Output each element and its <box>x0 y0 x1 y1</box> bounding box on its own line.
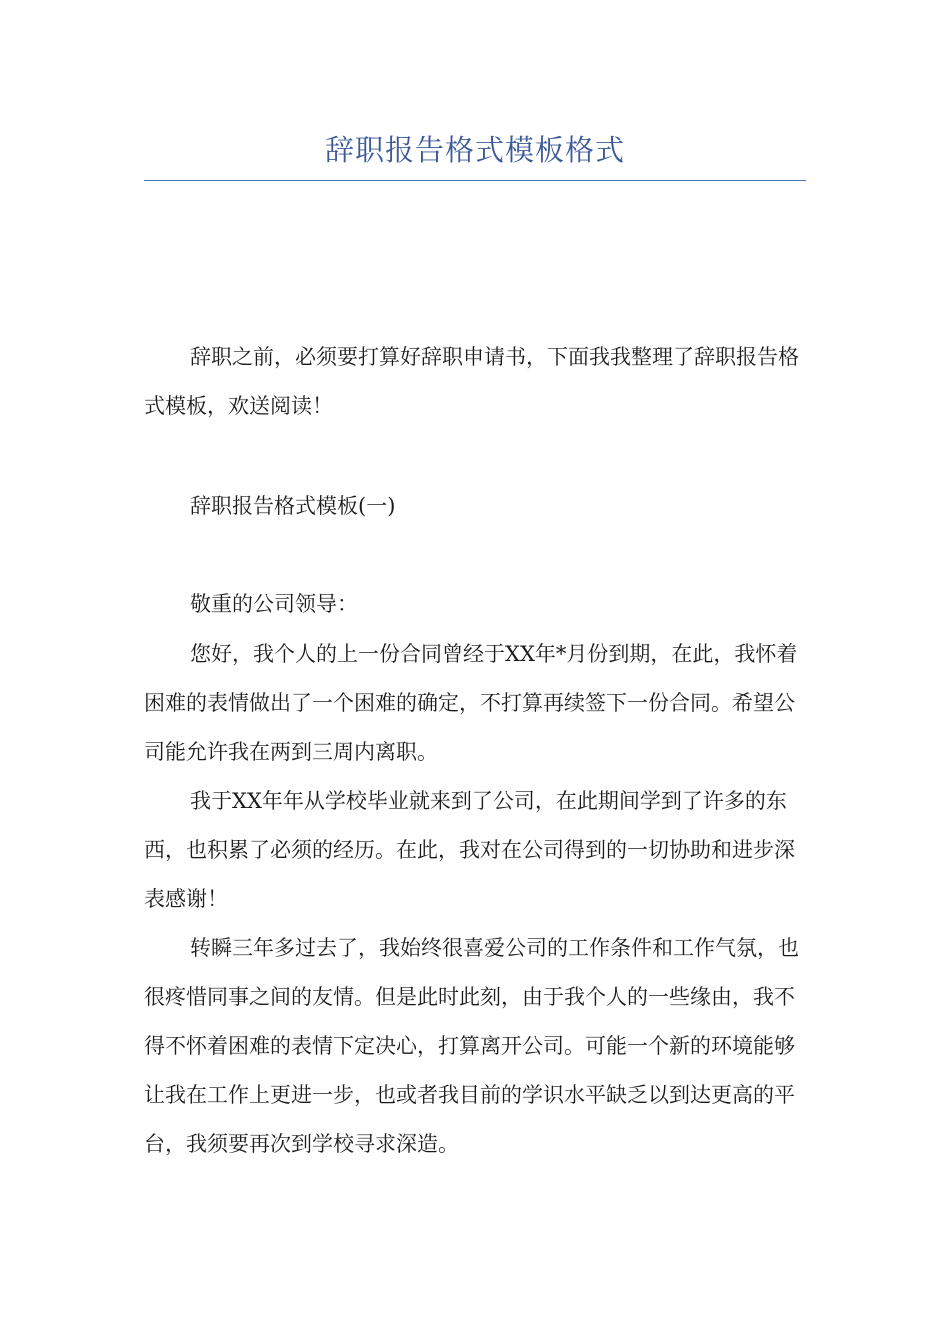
document-title: 辞职报告格式模板格式 <box>324 133 625 167</box>
section-heading-text: 辞职报告格式模板(一) <box>190 494 396 518</box>
letter-paragraph: 我于XX年年从学校毕业就来到了公司，在此期间学到了许多的东西，也积累了必须的经历。在此，我对在公司得到的一切协助和进步深表感谢！ <box>144 789 795 911</box>
section-heading <box>144 482 812 531</box>
intro-text: 辞职之前，必须要打算好辞职申请书，下面我我整理了辞职报告格式模板，欢送阅读！ <box>144 345 799 418</box>
salutation-text: 敬重的公司领导： <box>190 592 358 616</box>
intro-paragraph <box>144 333 812 431</box>
title-underline <box>144 180 806 181</box>
letter-body <box>144 630 812 1169</box>
letter-salutation <box>144 580 812 629</box>
letter-paragraph: 转瞬三年多过去了，我始终很喜爱公司的工作条件和工作气氛，也很疼惜同事之间的友情。但是此时此刻，由于我个人的一些缘由，我不得不怀着困难的表情下定决心，打算离开公司。可能一个新的环境能够让我在工作上更进一步，也或者我目前的学识水平缺乏以到达更高的平台，我须要再次到学校寻求深造。 <box>144 936 799 1156</box>
letter-paragraph: 您好，我个人的上一份合同曾经于XX年*月份到期，在此，我怀着困难的表情做出了一个困难的确定，不打算再续签下一份合同。希望公司能允许我在两到三周内离职。 <box>144 642 798 764</box>
